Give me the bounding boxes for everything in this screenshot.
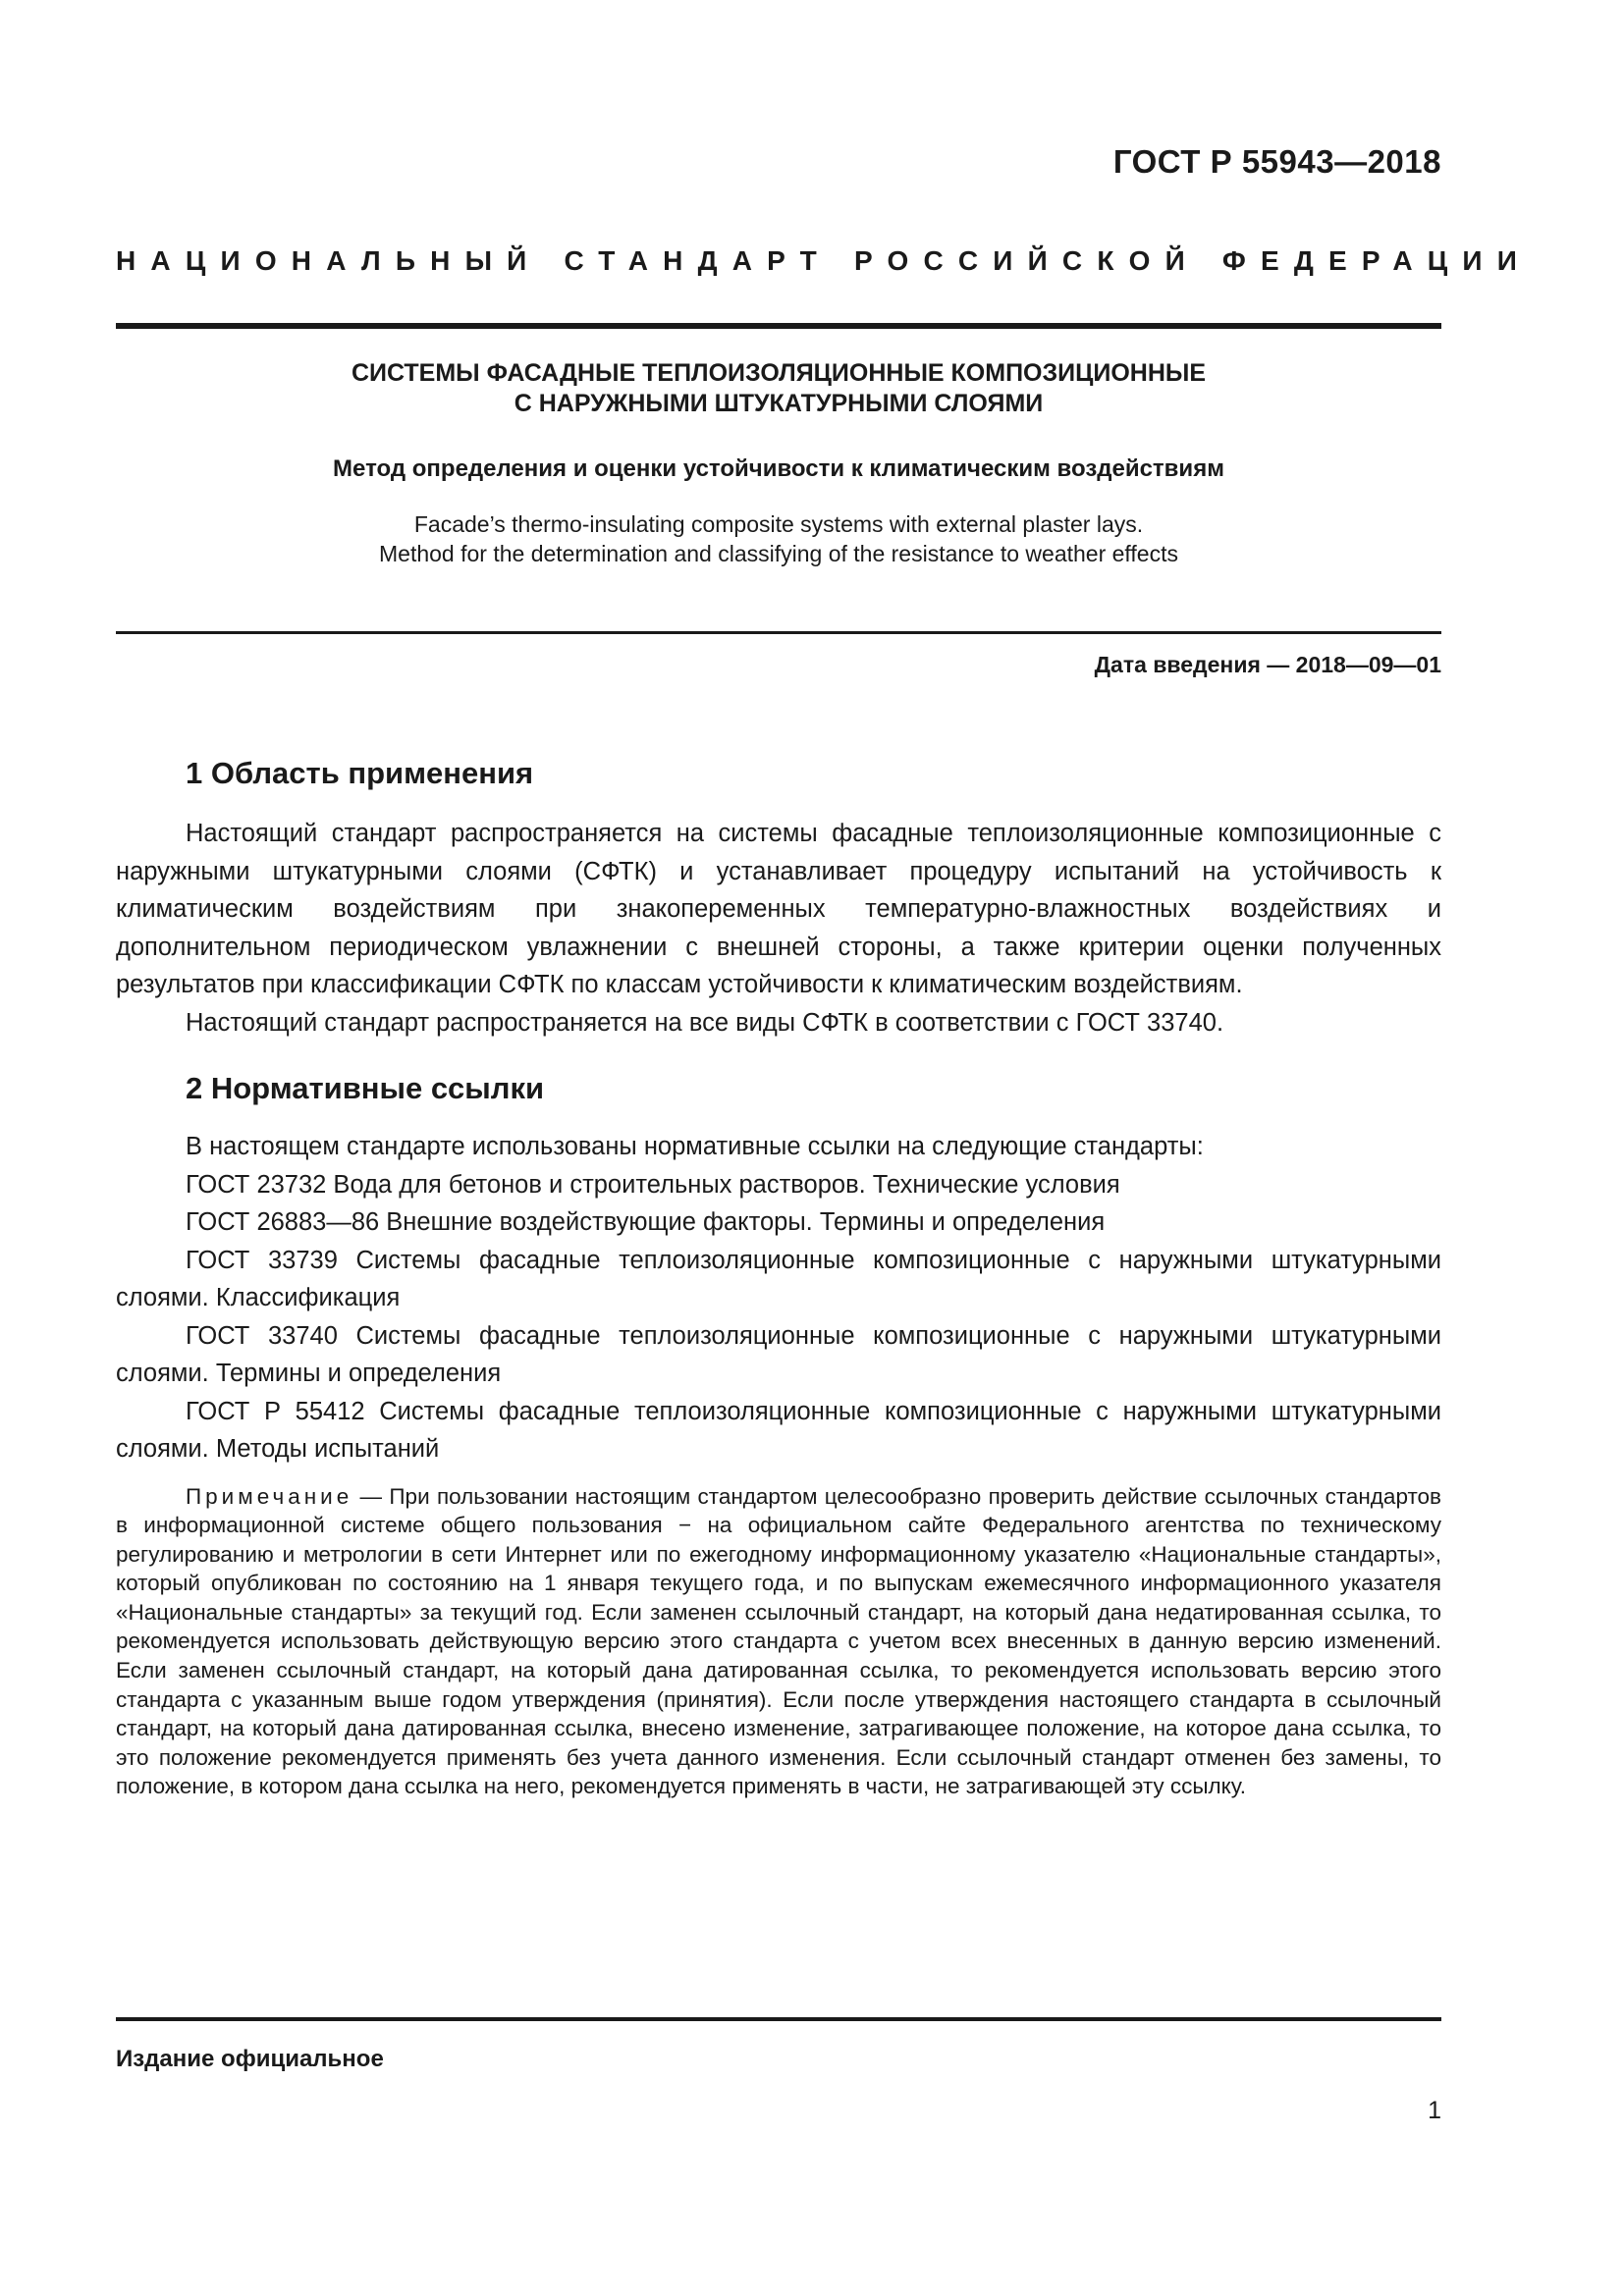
document-number: ГОСТ Р 55943—2018	[1112, 143, 1441, 180]
header-rule	[116, 323, 1441, 329]
reference-item: ГОСТ 26883—86 Внешние воздействующие факторы. Термины и определения	[186, 1208, 1106, 1236]
reference-item: ГОСТ 33739 Системы фасадные теплоизоляционные композиционные с наружными штукатурными слоями. Классификация	[116, 1246, 1441, 1311]
page-number: 1	[1428, 2097, 1441, 2124]
section-1-heading: 1 Область применения	[186, 756, 534, 790]
title-rule	[116, 631, 1441, 634]
title-line-1: СИСТЕМЫ ФАСАДНЫЕ ТЕПЛОИЗОЛЯЦИОННЫЕ КОМПОЗИЦИОННЫЕ	[351, 359, 1207, 387]
section-1-paragraph: Настоящий стандарт распространяется на системы фасадные теплоизоляционные композиционные с наружными штукатурными слоями (СФТК) и устанавливает процедуру испытаний на устойчивость к климатическим воздействиям при знакопеременных температурно-влажностных воздействиях и дополнительном периодическом увлажнении с внешней стороны, а также критерии оценки полученных результатов при классификации СФТК по классам устойчивости к климатическим воздействиям.	[116, 820, 1441, 998]
document-body	[116, 754, 1441, 1801]
title-line-2: С НАРУЖНЫМИ ШТУКАТУРНЫМИ СЛОЯМИ	[514, 390, 1044, 417]
title-block	[116, 358, 1441, 568]
note-paragraph	[116, 1482, 1441, 1802]
section-2-intro: В настоящем стандарте использованы нормативные ссылки на следующие стандарты:	[186, 1133, 1204, 1160]
reference-item: ГОСТ 23732 Вода для бетонов и строительных растворов. Технические условия	[186, 1170, 1120, 1199]
section-1-paragraph: Настоящий стандарт распространяется на все виды СФТК в соответствии с ГОСТ 33740.	[186, 1008, 1224, 1037]
english-title	[116, 509, 1441, 568]
english-title-line-2: Method for the determination and classifying of the resistance to weather effects	[379, 541, 1178, 566]
national-standard-header: НАЦИОНАЛЬНЫЙ СТАНДАРТ РОССИЙСКОЙ ФЕДЕРАЦИИ	[116, 245, 1533, 276]
english-title-line-1: Facade’s thermo-insulating composite systems with external plaster lays.	[413, 511, 1144, 537]
document-title	[116, 358, 1441, 419]
footer-rule	[116, 2017, 1441, 2021]
note-label: Примечание	[186, 1483, 353, 1509]
reference-item: ГОСТ 33740 Системы фасадные теплоизоляционные композиционные с наружными штукатурными слоями. Термины и определения	[116, 1321, 1441, 1387]
note-text: — При пользовании настоящим стандартом целесообразно проверить действие ссылочных стандартов в информационной системе общего пользования − на официальном сайте Федерального агентства по техническому регулированию и метрологии в сети Интернет или по ежегодному информационному указателю «Национальные стандарты», который опубликован по состоянию на 1 января текущего года, и по выпускам ежемесячного информационного указателя «Национальные стандарты» за текущий год. Если заменен ссылочный стандарт, на который дана недатированная ссылка, то рекомендуется использовать действующую версию этого стандарта с учетом всех внесенных в данную версию изменений. Если заменен ссылочный стандарт, на который дана датированная ссылка, то рекомендуется использовать версию этого стандарта с указанным выше годом утверждения (принятия). Если после утверждения настоящего стандарта в ссылочный стандарт, на который дана датированная ссылка, внесено изменение, затрагивающее положение, на которое дана ссылка, то это положение рекомендуется применять без учета данного изменения. Если ссылочный стандарт отменен без замены, то положение, в котором дана ссылка на него, рекомендуется применять в части, не затрагивающей эту ссылку.	[116, 1483, 1441, 1799]
introduction-date: Дата введения — 2018—09—01	[1094, 652, 1441, 677]
official-edition-label: Издание официальное	[116, 2046, 384, 2072]
section-2-heading: 2 Нормативные ссылки	[186, 1071, 545, 1105]
document-subtitle: Метод определения и оценки устойчивости к климатическим воздействиям	[333, 455, 1224, 482]
reference-item: ГОСТ Р 55412 Системы фасадные теплоизоляционные композиционные с наружными штукатурными слоями. Методы испытаний	[116, 1397, 1441, 1463]
